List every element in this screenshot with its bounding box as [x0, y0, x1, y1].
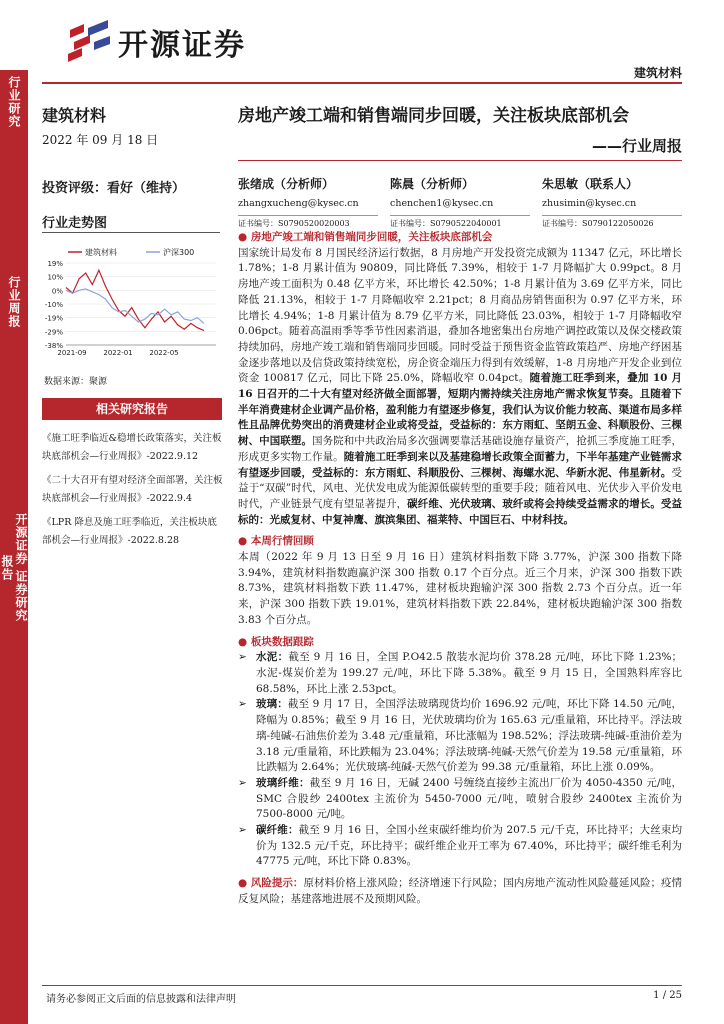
sidebar-label-brand: 开源证券 证券研究报告	[0, 505, 28, 625]
report-type: ——行业周报	[591, 137, 682, 155]
page-number: 1 / 25	[653, 990, 682, 1001]
x-tick-label: 2021-09	[57, 349, 87, 357]
title-divider	[238, 160, 682, 161]
report-body	[238, 230, 682, 908]
analyst-cert: 证书编号：S0790522040001	[390, 215, 530, 229]
section-heading: ● 板块数据跟踪	[238, 635, 314, 648]
x-tick-label: 2022-01	[103, 349, 133, 357]
y-tick-label: 0%	[51, 287, 63, 296]
related-report-item[interactable]: 《施工旺季临近&稳增长政策落实，关注板块底部机会—行业周报》-2022.9.12	[42, 433, 222, 462]
header-divider	[42, 82, 682, 84]
analyst-cert: 证书编号：S0790520020003	[238, 215, 378, 229]
analyst-email[interactable]: chenchen1@kysec.cn	[390, 198, 494, 209]
analyst-cert: 证书编号：S0790122050026	[542, 215, 682, 229]
legend-label: 沪深300	[163, 248, 195, 257]
y-tick-label: -29%	[44, 328, 63, 337]
report-title: 房地产竣工端和销售端同步回暖，关注板块底部机会	[238, 106, 629, 126]
brand-logo	[64, 20, 246, 64]
sidebar-label-weekly: 行业周报	[0, 270, 28, 340]
risk-warning: ● 风险提示：原材料价格上涨风险；经济增速下行风险；国内房地产流动性风险蔓延风险；疫情反复风险；基建落地进展不及预期风险。	[238, 877, 683, 905]
y-tick-label: -10%	[44, 301, 63, 309]
disclaimer-note: 请务必参阅正文后面的信息披露和法律声明	[46, 994, 236, 1005]
section-heading: ● 房地产竣工端和销售端同步回暖，关注板块底部机会	[238, 231, 493, 243]
arrow-bullet-icon: ➢	[238, 698, 247, 711]
sidebar-strip	[0, 340, 28, 505]
analyst-card	[238, 175, 378, 229]
sector-title: 建筑材料	[42, 106, 107, 125]
investment-rating: 投资评级：看好（维持）	[42, 181, 186, 196]
y-tick-label: 19%	[47, 260, 63, 268]
data-bullet: ➢ 碳纤维：截至 9 月 16 日，全国小丝束碳纤维均价为 207.5 元/千克，环比持平；大丝束均价为 132.5 元/千克，环比持平；碳纤维企业开工率为 67.40%，环比持平；碳纤维毛利为 47775 元/吨，环比下降 0.83%。	[238, 823, 682, 870]
analyst-name: 朱思敏（联系人）	[542, 177, 639, 191]
y-tick-label: -38%	[44, 342, 63, 350]
series-line	[66, 289, 204, 324]
arrow-bullet-icon: ➢	[238, 824, 247, 837]
industry-tag: 建筑材料	[633, 66, 682, 80]
x-tick-label: 2022-05	[149, 349, 179, 357]
legend-label: 建筑材料	[85, 248, 117, 257]
y-tick-label: 10%	[47, 273, 63, 282]
analyst-email[interactable]: zhusimin@kysec.cn	[542, 198, 637, 209]
analyst-card	[390, 175, 530, 229]
analyst-name: 张绪成（分析师）	[238, 177, 335, 191]
data-bullet: ➢ 玻璃：截至 9 月 17 日，全国浮法玻璃现货均价 1696.92 元/吨，环比下降 14.50 元/吨，降幅为 0.85%；截至 9 月 16 日，光伏玻璃均价为 165.63 元/重量箱，环比持平。浮法玻璃-纯碱-石油焦价差为 3.48 元/重量箱，环比涨幅为 198.52%；浮法玻璃-纯碱-重油价差为 3.18 元/重量箱，环比跌幅为 23.04%；浮法玻璃-纯碱-天然气价差为 19.58 元/重量箱，环比跌幅为 2.64%；光伏玻璃-纯碱-天然气价差为 99.38 元/重量箱，环比上涨 0.09%。	[238, 697, 682, 776]
sidebar-label-research: 行业研究	[0, 70, 28, 148]
analyst-name: 陈晨（分析师）	[390, 177, 475, 191]
sidebar-strip	[0, 625, 28, 1024]
section-paragraph: 本周（2022 年 9 月 13 日至 9 月 16 日）建筑材料指数下降 3.77%，沪深 300 指数下降 3.94%，建筑材料指数跑赢沪深 300 指数 0.17 个百分点。近三个月来，沪深 300 指数下跌 8.73%，建筑材料指数下跌 11.47%，建材板块跑输沪深 300 指数 2.73 个百分点。近一年来，沪深 300 指数下跌 19.01%，建筑材料指数下跌 22.84%，建材板块跑输沪深 300 指数 3.83 个百分点。	[238, 551, 682, 626]
related-report-item[interactable]: 《二十大召开有望对经济全面部署，关注板块底部机会—行业周报》-2022.9.4	[42, 475, 223, 504]
analyst-card	[542, 175, 682, 229]
analyst-list	[238, 175, 682, 229]
arrow-bullet-icon: ➢	[238, 776, 247, 789]
brand-name: 开源证券	[118, 28, 246, 63]
related-reports-list	[42, 430, 224, 556]
analyst-email[interactable]: zhangxucheng@kysec.cn	[238, 198, 359, 209]
data-bullet: ➢ 水泥：截至 9 月 16 日，全国 P.O42.5 散装水泥均价 378.28 元/吨，环比下降 1.23%；水泥-煤炭价差为 199.27 元/吨，环比下降 5.38%。截至 9 月 15 日，全国熟料库容比 68.58%，环比上涨 2.53pct。	[238, 650, 682, 697]
report-date: 2022 年 09 月 18 日	[42, 133, 159, 147]
trend-divider	[42, 232, 220, 233]
logo-icon	[64, 20, 112, 64]
series-line	[66, 270, 204, 330]
y-tick-label: -19%	[44, 314, 63, 323]
chart-data-source: 数据来源：聚源	[44, 377, 108, 387]
data-bullet: ➢ 玻璃纤维：截至 9 月 16 日，无碱 2400 号缠绕直接纱主流出厂价为 4050-4350 元/吨，SMC 合股纱 2400tex 主流价为 5450-7000 元/吨，喷射合股纱 2400tex 主流价为 7500-8000 元/吨。	[238, 776, 682, 823]
trend-line-chart	[40, 245, 222, 365]
related-report-item[interactable]: 《LPR 降息及施工旺季临近，关注板块底部机会—行业周报》-2022.8.28	[42, 517, 217, 546]
trend-chart-label: 行业走势图	[42, 216, 108, 231]
arrow-bullet-icon: ➢	[238, 651, 247, 664]
related-reports-header: 相关研究报告	[42, 398, 222, 420]
section-heading: ● 本周行情回顾	[238, 535, 314, 548]
footer-divider	[42, 985, 682, 986]
section-paragraph: 国家统计局发布 8 月国民经济运行数据，8 月房地产开发投资完成额为 11347 亿元，环比增长 1.78%；1-8 月累计值为 90809，同比降低 7.39%，相较于 1-7 月降幅扩大 0.99pct。8 月房地产竣工面积为 0.48 亿平方米，环比增长 42.50%；1-8 月累计值为 3.69 亿平方米，同比降低 21.13%，相较于 1-7 月降幅收窄 2.21pct；8 月商品房销售面积为 0.97 亿平方米，环比增长 4.94%；1-8 月累计值为 8.79 亿平方米，同比降低 23.03%，相较于 1-7 月降幅收窄 0.06pct。随着高温雨季等季节性因素消退，叠加各地密集出台房地产调控政策以及保交楼政策持续加码，房地产竣工端和销售端同步回暖。同时受益于预售资金监管政策趋严、房地产纾困基金逐步落地以及信贷政策持续宽松，房企资金端压力得到有效缓解，1-8 月房地产开发企业到位资金 100817 亿元，同比下降 25.0%，降幅收窄 0.04pct。随着施工旺季到来，叠加 10 月 16 日召开的二十大有望对经济做全面部署，短期内需持续关注房地产需求恢复节奏。且随着下半年消费建材企业调产品价格，盈利能力有望逐步修复，我们认为议价能力较高、渠道布局多样性且品牌优势突出的消费建材企业或将受益，受益标的：东方雨虹、坚朗五金、科顺股份、三棵树、中国联塑。国务院和中共政治局多次强调要靠活基础设施存量资产，抢抓三季度施工旺季，形成更多实物工作量。随着施工旺季到来以及基建稳增长政策全面蓄力，下半年基建产业链需求有望逐步回暖，受益标的：东方雨虹、科顺股份、三棵树、海螺水泥、华新水泥、伟星新材。受益于“双碳”时代，风电、光伏发电成为能源低碳转型的重要手段；随着风电、光伏步入平价发电时代，产业链景气度有望显著提升，碳纤维、光伏玻璃、玻纤或将会持续受益需求的增长。受益标的：光威复材、中复神鹰、旗滨集团、福莱特、中国巨石、中材科技。	[238, 246, 683, 526]
sidebar-strip	[0, 148, 28, 270]
